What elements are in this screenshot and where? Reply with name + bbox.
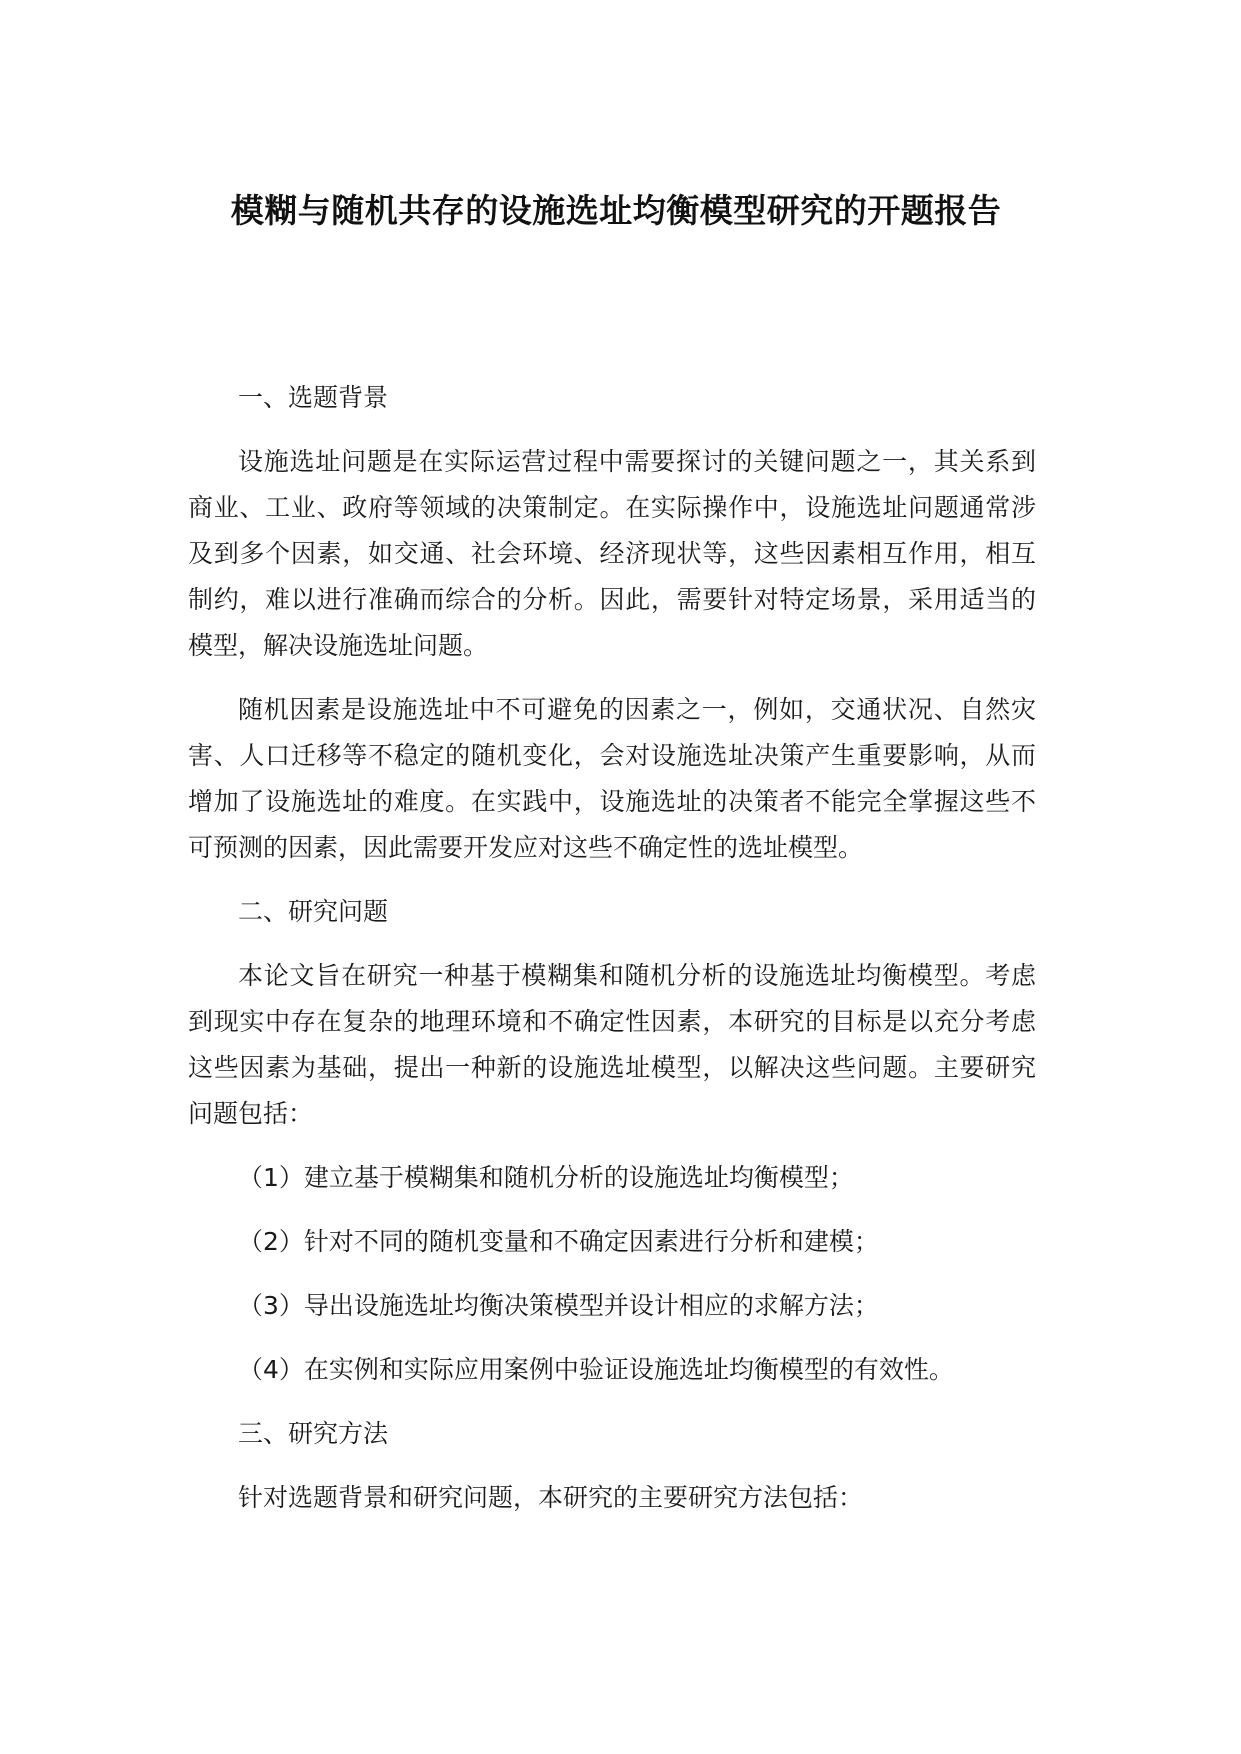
list-item: （4）在实例和实际应用案例中验证设施选址均衡模型的有效性。 (238, 1355, 954, 1384)
document-title: 模糊与随机共存的设施选址均衡模型研究的开题报告 (230, 191, 1002, 230)
paragraph: 随机因素是设施选址中不可避免的因素之一，例如，交通状况、自然灾害、人口迁移等不稳定的随机变化，会对设施选址决策产生重要影响，从而增加了设施选址的难度。在实践中，设施选址的决策者不能完全掌握这些不可预测的因素，因此需要开发应对这些不确定性的选址模型。 (188, 695, 1036, 862)
list-item: （3）导出设施选址均衡决策模型并设计相应的求解方法； (238, 1291, 879, 1320)
paragraph: 本论文旨在研究一种基于模糊集和随机分析的设施选址均衡模型。考虑到现实中存在复杂的地理环境和不确定性因素，本研究的目标是以充分考虑这些因素为基础，提出一种新的设施选址模型，以解决这些问题。主要研究问题包括： (188, 961, 1036, 1128)
list-item: （2）针对不同的随机变量和不确定因素进行分析和建模； (238, 1227, 879, 1256)
document-body (188, 375, 1036, 1521)
paragraph: 针对选题背景和研究问题，本研究的主要研究方法包括： (238, 1483, 864, 1512)
list-item: （1）建立基于模糊集和随机分析的设施选址均衡模型； (238, 1163, 854, 1192)
section-heading-research-questions: 二、研究问题 (238, 897, 389, 926)
section-heading-background: 一、选题背景 (238, 383, 389, 412)
paragraph: 设施选址问题是在实际运营过程中需要探讨的关键问题之一，其关系到商业、工业、政府等领域的决策制定。在实际操作中，设施选址问题通常涉及到多个因素，如交通、社会环境、经济现状等，这些因素相互作用，相互制约，难以进行准确而综合的分析。因此，需要针对特定场景，采用适当的模型，解决设施选址问题。 (188, 447, 1036, 660)
section-heading-research-methods: 三、研究方法 (238, 1419, 389, 1448)
